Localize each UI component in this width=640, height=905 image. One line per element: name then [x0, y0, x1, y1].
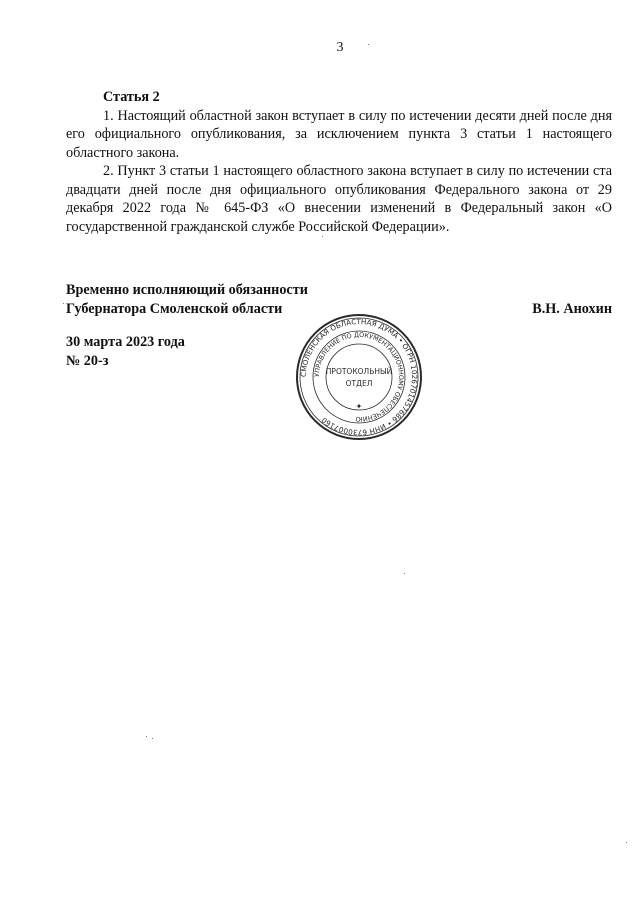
- article-paragraph-1: 1. Настоящий областной закон вступает в силу по истечении десяти дней после дня его официального опубликования, за исключением пункта 3 статьи 1 настоящего областного закона.: [66, 107, 612, 161]
- signer-position-line1: Временно исполняющий обязанности: [66, 282, 308, 298]
- scan-speck: [152, 738, 153, 739]
- signer-position-line2: Губернатора Смоленской области: [66, 300, 283, 317]
- signer-name: В.Н. Анохин: [532, 300, 612, 317]
- scan-speck: [404, 573, 405, 574]
- stamp-outer-ring-text: СМОЛЕНСКАЯ ОБЛАСТНАЯ ДУМА • ОГРН 1026701457686 • ИНН 6730007160: [298, 316, 420, 438]
- article-title: Статья 2: [103, 89, 160, 105]
- stamp-inner-circle: [326, 344, 392, 410]
- stamp-center-line2: ОТДЕЛ: [345, 379, 373, 388]
- page-number: 3: [336, 40, 344, 55]
- scan-speck: [146, 736, 147, 737]
- scan-speck: [322, 236, 323, 237]
- scan-speck: [626, 842, 627, 843]
- scan-speck: [368, 44, 369, 45]
- document-date: 30 марта 2023 года: [66, 334, 185, 350]
- document-date-number: [66, 333, 185, 370]
- stamp-inner-ring-text: УПРАВЛЕНИЕ ПО ДОКУМЕНТАЦИОННОМУ ОБЕСПЕЧЕНИЮ: [312, 330, 406, 424]
- stamp-star-icon: ✦: [355, 402, 363, 411]
- stamp-center-line1: ПРОТОКОЛЬНЫЙ: [325, 367, 393, 376]
- article-paragraph-2: 2. Пункт 3 статьи 1 настоящего областного закона вступает в силу по истечении ста двадцати дней после дня официального опубликования Федерального закона от 29 декабря 2022 года № 645-ФЗ «О внесении изменений в Федеральный закон «О государственной гражданской службе Российской Федерации».: [66, 163, 612, 235]
- scan-speck: [63, 303, 64, 304]
- official-stamp: [294, 312, 424, 442]
- document-number: № 20-з: [66, 352, 109, 369]
- article-body: [66, 88, 612, 236]
